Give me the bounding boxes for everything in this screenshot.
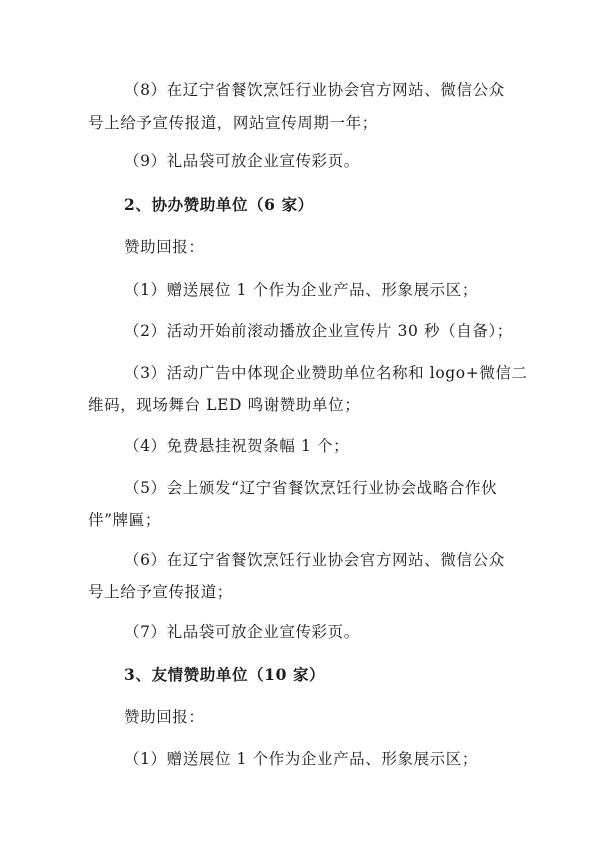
- section-3-item-1: （1）赠送展位 1 个作为企业产品、形象展示区；: [124, 750, 478, 768]
- section-2-item-4: （4）免费悬挂祝贺条幅 1 个；: [124, 437, 350, 455]
- section-2-returns-label: 赞助回报：: [124, 238, 205, 256]
- item-8-line-2: 号上给予宣传报道，网站宣传周期一年；: [88, 114, 378, 132]
- section-2-item-3-line-2: 维码，现场舞台 LED 鸣谢赞助单位；: [88, 396, 361, 414]
- section-3-heading: 3、友情赞助单位（10 家）: [124, 665, 326, 684]
- section-2-item-5-line-1: （5）会上颁发“辽宁省餐饮烹饪行业协会战略合作伙: [124, 479, 498, 497]
- item-8-line-1: （8）在辽宁省餐饮烹饪行业协会官方网站、微信公众: [124, 81, 505, 99]
- section-2-heading: 2、协办赞助单位（6 家）: [124, 195, 314, 214]
- section-2-item-3-line-1: （3）活动广告中体现企业赞助单位名称和 logo+微信二: [124, 364, 528, 382]
- item-9: （9）礼品袋可放企业宣传彩页。: [124, 152, 360, 170]
- section-2-item-7: （7）礼品袋可放企业宣传彩页。: [124, 623, 360, 641]
- section-2-item-6-line-2: 号上给予宣传报道；: [88, 583, 233, 601]
- section-2-item-6-line-1: （6）在辽宁省餐饮烹饪行业协会官方网站、微信公众: [124, 551, 505, 569]
- section-2-item-5-line-2: 伴”牌匾；: [88, 511, 161, 529]
- section-2-item-1: （1）赠送展位 1 个作为企业产品、形象展示区；: [124, 281, 478, 299]
- section-2-item-2: （2）活动开始前滚动播放企业宣传片 30 秒（自备）；: [124, 322, 513, 340]
- section-3-returns-label: 赞助回报：: [124, 708, 205, 726]
